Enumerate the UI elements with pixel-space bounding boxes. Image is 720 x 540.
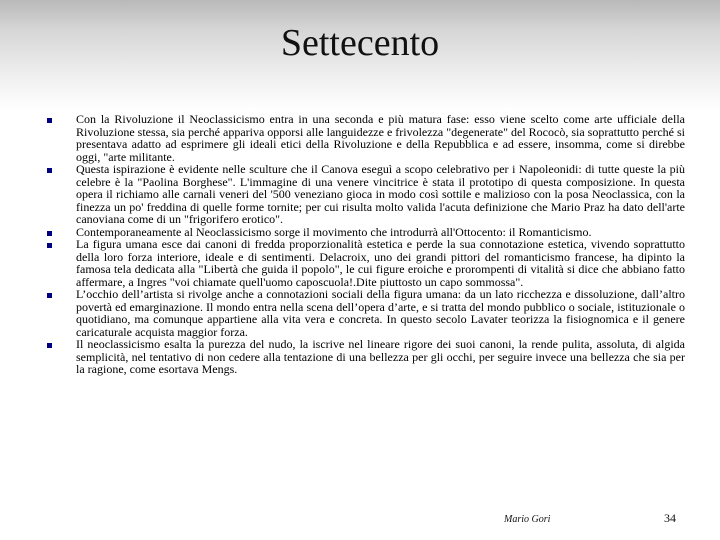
bullet-text: Il neoclassicismo esalta la purezza del nudo, la iscrive nel lineare rigore dei suoi canoni, la rende pulita, assoluta, di algida semplicità, nel tentativo di non cedere alla tentazione di una bellezza per gli occhi, per seguire invece una bellezza che sia per la ragione, come esortava Mengs. bbox=[76, 337, 685, 376]
bullet-text: Con la Rivoluzione il Neoclassicismo entra in una seconda e più matura fase: esso viene scelto come arte ufficiale della Rivoluzione stessa, sia perché appariva opporsi alle languidezze e frivolezza "degenerate" del Rococò, sia soprattutto perché si presentava adatto ad esprimere gli ideali etici della Rivoluzione e della Repubblica e ad essere, insomma, come si direbbe oggi, "arte militante. bbox=[76, 112, 685, 164]
bullet-text: Contemporaneamente al Neoclassicismo sorge il movimento che introdurrà all'Ottocento: il Romanticismo. bbox=[76, 224, 592, 239]
bullet-text: Questa ispirazione è evidente nelle sculture che il Canova eseguì a scopo celebrativo per i Napoleonidi: di tutte queste la più celebre è la "Paolina Borghese". L'immagine di una venere vincitrice è stata il prototipo di questa composizione. In questa opera il richiamo alle carnali veneri del '500 veneziano gioca in modo così sottile e malizioso con la posa Neoclassica, con la finezza un po' freddina di quelle forme tornite; per cui risulta molto valida l'acuta definizione che Mario Praz ha dato dell'arte canoviana come di un "frigorifero erotico". bbox=[76, 162, 685, 226]
square-bullet-icon bbox=[47, 243, 52, 248]
bullet-list bbox=[45, 113, 685, 376]
square-bullet-icon bbox=[47, 231, 52, 236]
bullet-item bbox=[45, 288, 685, 338]
square-bullet-icon bbox=[47, 168, 52, 173]
bullet-item bbox=[45, 238, 685, 288]
bullet-item bbox=[45, 338, 685, 376]
bullet-item bbox=[45, 113, 685, 163]
bullet-text: L’occhio dell’artista si rivolge anche a connotazioni sociali della figura umana: da un lato ricchezza e dissoluzione, dall’altro povertà ed emarginazione. Il mondo entra nella scena dell’opera d’arte, e si tratta del mondo pubblico o sociale, istituzionale o quotidiano, ma comunque appartiene alla vita vera e concreta. In questo secolo Lavater teorizza la fisiognomica e il genere caricaturale acquista maggior forza. bbox=[76, 287, 685, 339]
square-bullet-icon bbox=[47, 118, 52, 123]
slide-content bbox=[45, 113, 685, 376]
square-bullet-icon bbox=[47, 293, 52, 298]
bullet-text: La figura umana esce dai canoni di fredda proporzionalità estetica e perde la sua connotazione estetica, vivendo soprattutto della loro forza interiore, ideale e di sentimenti. Delacroix, uno dei grandi pittori del romanticismo francese, ha dipinto la famosa tela dedicata alla "Libertà che guida il popolo", le cui figure eroiche e prorompenti di vitalità si dice che abbiano fatto affermare, a Ingres "voi chiamate quell'uomo caposcuola!.Dite piuttosto un capo sommossa". bbox=[76, 237, 685, 289]
slide-title: Settecento bbox=[280, 22, 440, 64]
page-number: 34 bbox=[664, 511, 676, 525]
footer-author: Mario Gori bbox=[504, 514, 551, 525]
bullet-item bbox=[45, 163, 685, 226]
square-bullet-icon bbox=[47, 343, 52, 348]
